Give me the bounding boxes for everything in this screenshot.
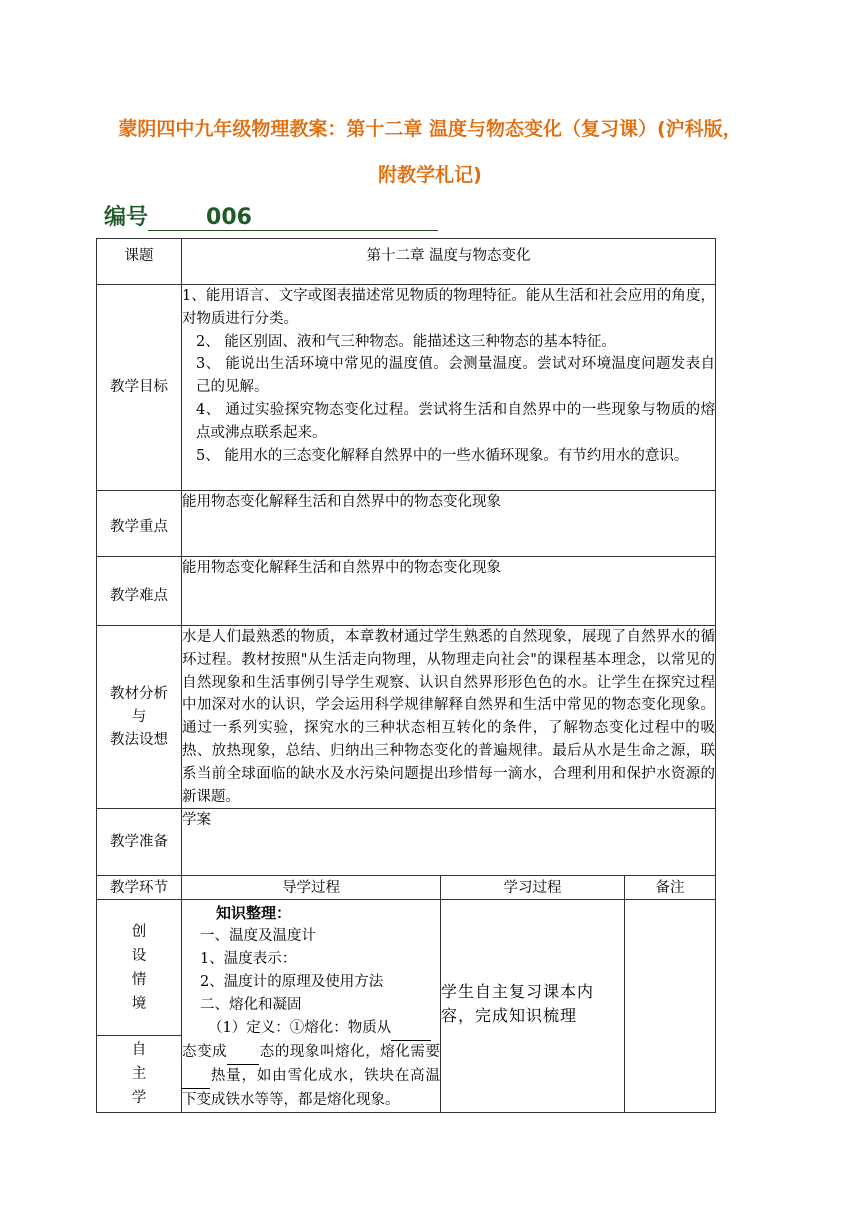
row-analysis — [97, 626, 716, 809]
row-goals — [97, 285, 716, 491]
guide-melting-def-4: 热量，如由雪化成水，铁块在高温下变成铁水等等，都是熔化现象。 — [182, 1068, 440, 1109]
key-points-content: 能用物态变化解释生活和自然界中的物态变化现象 — [182, 491, 716, 557]
guide-melting-def-3: 态的现象叫熔化，熔化需要 — [259, 1044, 441, 1061]
notes-cell — [625, 900, 716, 1113]
guide-line-3: 2、温度计的原理及使用方法 — [200, 974, 384, 991]
row-stage-1 — [97, 900, 716, 1036]
analysis-label-1: 教材分析 — [110, 685, 168, 702]
preparation-label: 教学准备 — [97, 809, 182, 876]
analysis-label-3: 教法设想 — [110, 731, 168, 748]
guide-line-5 — [182, 1017, 440, 1041]
guide-line-6 — [182, 1041, 440, 1112]
goal-item-4: 4、 通过实验探究物态变化过程。尝试将生活和自然界中的一些现象与物质的熔点或沸点联系起来。 — [196, 401, 716, 441]
stage-1-label — [97, 900, 182, 1036]
guide-line-4: 二、熔化和凝固 — [200, 997, 302, 1014]
goals-label: 教学目标 — [97, 285, 182, 491]
document-title-line-2: 附教学札记) — [378, 164, 482, 186]
guide-melting-def: （1）定义：①熔化：物质从 — [208, 1020, 392, 1037]
stage-2-char-1: 自 — [131, 1042, 147, 1059]
header-guide: 导学过程 — [182, 876, 441, 900]
guide-line-2: 1、温度表示： — [200, 951, 297, 968]
guide-process — [182, 900, 441, 1113]
topic-content: 第十二章 温度与物态变化 — [182, 239, 716, 285]
difficulties-label: 教学难点 — [97, 557, 182, 626]
difficulties-content: 能用物态变化解释生活和自然界中的物态变化现象 — [182, 557, 716, 626]
blank-2 — [227, 1041, 259, 1065]
stage-2-char-3: 学 — [131, 1090, 147, 1107]
goals-content — [182, 285, 716, 491]
blank-1 — [391, 1017, 431, 1041]
stage-2-char-2: 主 — [131, 1066, 147, 1083]
row-topic — [97, 239, 716, 285]
row-key-points — [97, 491, 716, 557]
stage-1-char-4: 境 — [131, 996, 147, 1013]
analysis-label-2: 与 — [131, 708, 147, 725]
guide-line-1: 一、温度及温度计 — [200, 928, 316, 945]
row-difficulties — [97, 557, 716, 626]
guide-heading: 知识整理： — [216, 904, 292, 923]
goal-item-5: 5、 能用水的三态变化解释自然界中的一些水循环现象。有节约用水的意识。 — [196, 447, 689, 464]
guide-melting-def-2: 态变成 — [182, 1044, 228, 1061]
stage-1-char-3: 情 — [131, 972, 147, 989]
header-stage: 教学环节 — [97, 876, 182, 900]
preparation-content: 学案 — [182, 809, 716, 876]
serial-number — [104, 200, 438, 231]
analysis-content: 水是人们最熟悉的物质，本章教材通过学生熟悉的自然现象，展现了自然界水的循环过程。教材按照"从生活走向物理，从物理走向社会"的课程基本理念，以常见的自然现象和生活事例引导学生观察、认识自然界形形色色的水。让学生在探究过程中加深对水的认识，学会运用科学规律解释自然界和生活中常见的物态变化现象。通过一系列实验，探究水的三种状态相互转化的条件，了解物态变化过程中的吸热、放热现象，总结、归纳出三种物态变化的普遍规律。最后从水是生命之源，联系当前全球面临的缺水及水污染问题提出珍惜每一滴水，合理利用和保护水资源的新课题。 — [182, 626, 716, 809]
document-title-line-1: 蒙阴四中九年级物理教案：第十二章 温度与物态变化（复习课）(沪科版， — [118, 118, 742, 140]
goal-item-1: 1、能用语言、文字或图表描述常见物质的物理特征。能从生活和社会应用的角度，对物质进行分类。 — [182, 288, 716, 327]
serial-label: 编号 — [104, 205, 149, 230]
stage-1-char-2: 设 — [131, 948, 147, 965]
key-points-label: 教学重点 — [97, 491, 182, 557]
stage-2-label — [97, 1036, 182, 1113]
row-process-header — [97, 876, 716, 900]
header-learning: 学习过程 — [441, 876, 625, 900]
lesson-plan-table — [96, 238, 716, 1113]
analysis-label — [97, 626, 182, 809]
blank-3 — [182, 1065, 210, 1089]
goal-item-2: 2、 能区别固、液和气三种物态。能描述这三种物态的基本特征。 — [196, 333, 616, 350]
topic-label: 课题 — [97, 239, 182, 285]
serial-value: 006 — [148, 205, 438, 231]
learning-text: 学生自主复习课本内容，完成知识梳理 — [441, 982, 595, 1026]
goal-item-3: 3、 能说出生活环境中常见的温度值。会测量温度。尝试对环境温度问题发表自己的见解。 — [196, 356, 716, 396]
stage-1-char-1: 创 — [131, 924, 147, 941]
learning-process — [441, 900, 625, 1113]
header-notes: 备注 — [625, 876, 716, 900]
row-preparation — [97, 809, 716, 876]
